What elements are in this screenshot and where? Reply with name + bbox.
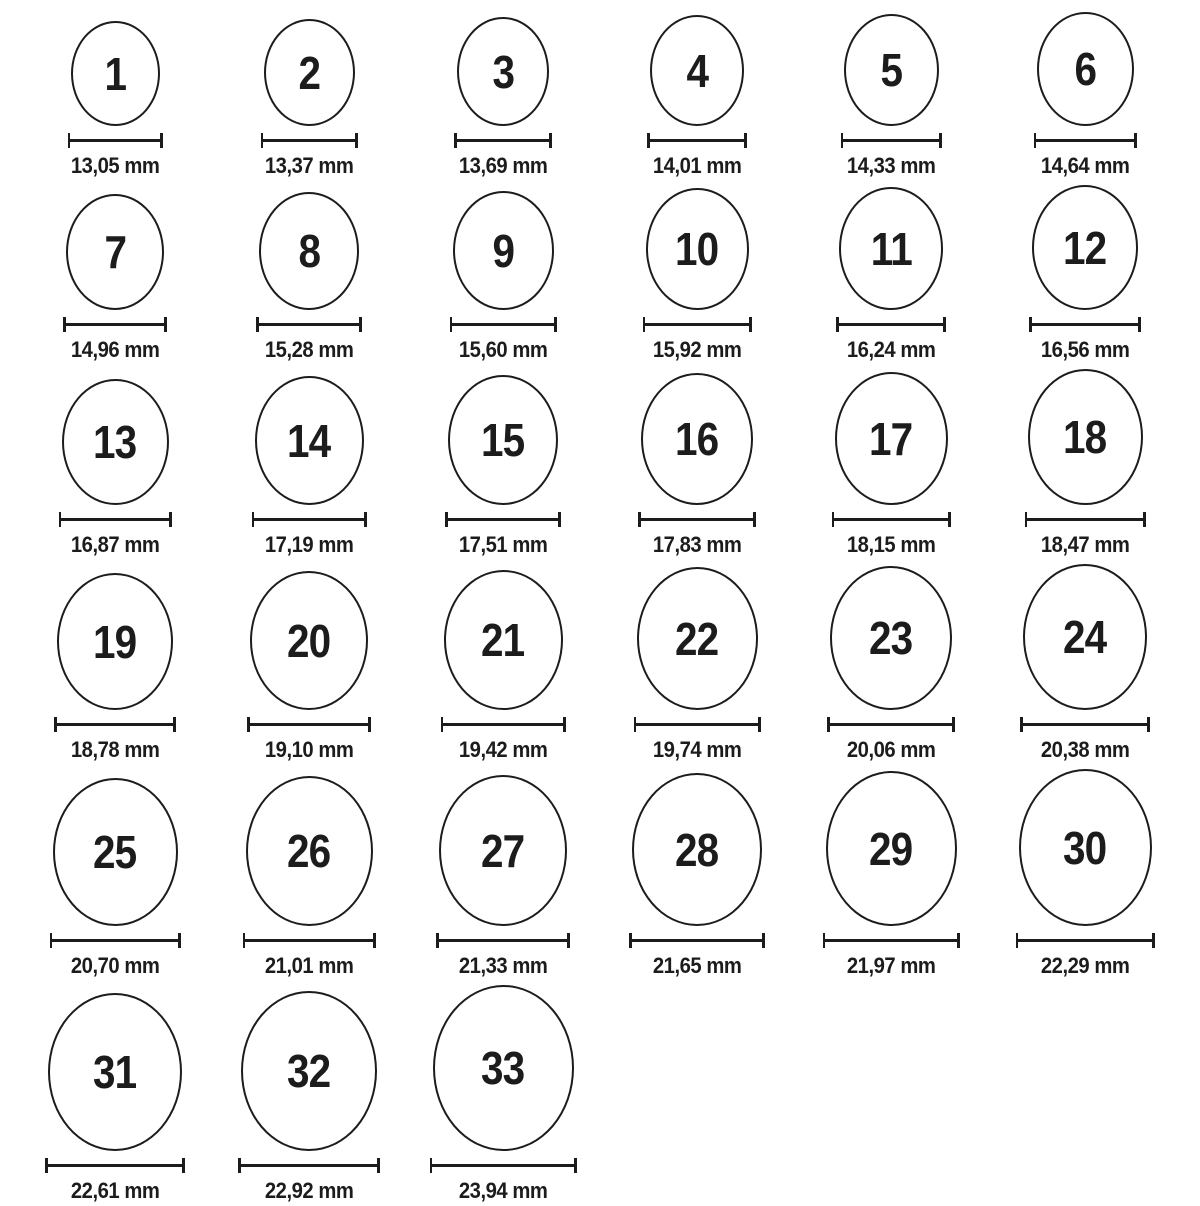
ring-cell	[794, 187, 988, 365]
ring-cell	[212, 776, 406, 981]
ring-size-number: 24	[1063, 611, 1107, 663]
diameter-label: 22,61 mm	[70, 1178, 160, 1203]
diameter-label: 17,51 mm	[458, 532, 548, 557]
measure-right-tick	[558, 512, 561, 527]
ring-size-number: 32	[287, 1045, 331, 1097]
ring-circle	[48, 993, 182, 1151]
measure-right-tick	[762, 933, 765, 948]
measure-line	[454, 139, 552, 142]
ring-size-number: 14	[287, 414, 331, 467]
ring-cell	[600, 373, 794, 560]
ring-size-number: 17	[869, 412, 913, 465]
ring-circle	[1037, 12, 1134, 126]
ring-cell	[18, 379, 212, 560]
ring-cell	[18, 21, 212, 181]
diameter-label: 15,60 mm	[458, 337, 548, 362]
measure-line	[50, 939, 181, 942]
measure-right-tick	[1138, 317, 1141, 332]
measure-line	[1034, 139, 1137, 142]
ring-size-number: 18	[1063, 411, 1107, 463]
measure-line	[1016, 939, 1155, 942]
ring-size-number: 21	[481, 614, 525, 666]
measure-line	[1025, 518, 1146, 521]
ring-cell	[406, 570, 600, 765]
ring-size-number: 33	[481, 1042, 525, 1094]
diameter-label: 19,10 mm	[264, 737, 354, 762]
diameter-label: 16,56 mm	[1040, 337, 1130, 362]
measure-right-tick	[758, 717, 761, 732]
measure-line	[1020, 723, 1150, 726]
diameter-measure	[252, 512, 367, 527]
diameter-measure	[647, 133, 747, 148]
ring-cell	[988, 564, 1182, 765]
ring-size-number: 22	[675, 612, 719, 665]
measure-line	[836, 323, 946, 326]
diameter-measure	[50, 933, 181, 948]
diameter-measure	[634, 717, 761, 732]
ring-cell	[600, 567, 794, 765]
diameter-label: 16,24 mm	[846, 337, 936, 362]
diameter-label: 20,70 mm	[70, 953, 160, 978]
ring-cell	[18, 993, 212, 1206]
diameter-label: 21,97 mm	[846, 953, 936, 978]
measure-line	[45, 1164, 185, 1167]
ring-cell	[988, 769, 1182, 981]
ring-cell	[988, 12, 1182, 181]
diameter-label: 13,37 mm	[264, 153, 354, 178]
ring-cell	[18, 194, 212, 365]
ring-size-number: 3	[492, 45, 514, 98]
measure-right-tick	[164, 317, 167, 332]
diameter-label: 22,92 mm	[264, 1178, 354, 1203]
diameter-measure	[1025, 512, 1146, 527]
diameter-measure	[54, 717, 176, 732]
ring-cell	[212, 192, 406, 365]
ring-cell	[794, 372, 988, 560]
ring-circle	[826, 771, 957, 926]
measure-line	[436, 939, 570, 942]
measure-right-tick	[563, 717, 566, 732]
measure-right-tick	[368, 717, 371, 732]
ring-circle	[71, 21, 160, 126]
diameter-measure	[1034, 133, 1137, 148]
ring-size-number: 29	[869, 822, 913, 875]
diameter-label: 19,74 mm	[652, 737, 742, 762]
diameter-label: 21,65 mm	[652, 953, 742, 978]
measure-line	[261, 139, 358, 142]
diameter-label: 13,69 mm	[458, 153, 548, 178]
measure-line	[256, 323, 362, 326]
diameter-measure	[832, 512, 951, 527]
ring-circle	[62, 379, 169, 505]
measure-right-tick	[554, 317, 557, 332]
diameter-label: 14,96 mm	[70, 337, 160, 362]
ring-circle	[457, 17, 549, 126]
ring-circle	[1023, 564, 1147, 710]
diameter-measure	[45, 1158, 185, 1173]
measure-line	[638, 518, 756, 521]
measure-right-tick	[952, 717, 955, 732]
measure-line	[643, 323, 752, 326]
measure-right-tick	[567, 933, 570, 948]
ring-cell	[794, 14, 988, 181]
ring-size-number: 28	[675, 823, 719, 876]
diameter-label: 18,78 mm	[70, 737, 160, 762]
diameter-measure	[63, 317, 167, 332]
ring-size-number: 31	[93, 1046, 137, 1098]
ring-cell	[212, 571, 406, 765]
ring-size-number: 12	[1063, 221, 1107, 274]
measure-right-tick	[173, 717, 176, 732]
measure-right-tick	[948, 512, 951, 527]
ring-circle	[839, 187, 943, 310]
measure-line	[54, 723, 176, 726]
diameter-measure	[638, 512, 756, 527]
diameter-measure	[823, 933, 960, 948]
measure-line	[647, 139, 747, 142]
measure-line	[247, 723, 371, 726]
ring-cell	[406, 375, 600, 560]
measure-right-tick	[182, 1158, 185, 1173]
ring-size-number: 4	[686, 44, 708, 97]
diameter-label: 17,83 mm	[652, 532, 742, 557]
diameter-measure	[243, 933, 376, 948]
ring-size-number: 10	[675, 223, 719, 275]
ring-circle	[830, 566, 952, 710]
ring-circle	[641, 373, 753, 505]
measure-line	[832, 518, 951, 521]
ring-circle	[66, 194, 164, 310]
ring-cell	[794, 566, 988, 765]
ring-circle	[1019, 769, 1152, 926]
diameter-measure	[238, 1158, 380, 1173]
diameter-measure	[827, 717, 955, 732]
ring-circle	[448, 375, 558, 505]
measure-line	[634, 723, 761, 726]
ring-size-number: 23	[869, 612, 913, 664]
diameter-measure	[450, 317, 557, 332]
ring-circle	[637, 567, 758, 710]
diameter-measure	[1020, 717, 1150, 732]
ring-circle	[835, 372, 948, 505]
measure-right-tick	[169, 512, 172, 527]
ring-circle	[264, 19, 355, 126]
measure-line	[252, 518, 367, 521]
ring-size-number: 27	[481, 824, 525, 877]
measure-right-tick	[160, 133, 163, 148]
measure-right-tick	[1143, 512, 1146, 527]
measure-right-tick	[1152, 933, 1155, 948]
diameter-measure	[430, 1158, 577, 1173]
measure-right-tick	[574, 1158, 577, 1173]
measure-right-tick	[943, 317, 946, 332]
ring-cell	[18, 778, 212, 981]
measure-line	[629, 939, 765, 942]
diameter-label: 14,01 mm	[652, 153, 742, 178]
diameter-label: 19,42 mm	[458, 737, 548, 762]
ring-size-number: 19	[93, 615, 137, 668]
diameter-measure	[454, 133, 552, 148]
diameter-measure	[436, 933, 570, 948]
ring-circle	[650, 15, 744, 126]
diameter-measure	[59, 512, 172, 527]
ring-cell	[18, 573, 212, 765]
ring-circle	[844, 14, 939, 126]
diameter-label: 13,05 mm	[70, 153, 160, 178]
ring-size-number: 16	[675, 413, 719, 465]
ring-size-number: 2	[298, 46, 320, 99]
ring-size-number: 15	[481, 414, 525, 466]
measure-line	[450, 323, 557, 326]
diameter-label: 18,47 mm	[1040, 532, 1130, 557]
diameter-measure	[256, 317, 362, 332]
ring-cell	[600, 773, 794, 981]
ring-size-number: 6	[1074, 43, 1096, 95]
diameter-label: 15,28 mm	[264, 337, 354, 362]
diameter-measure	[68, 133, 163, 148]
diameter-label: 14,64 mm	[1040, 153, 1130, 178]
diameter-label: 14,33 mm	[846, 153, 936, 178]
ring-cell	[212, 376, 406, 560]
measure-right-tick	[749, 317, 752, 332]
ring-cell	[406, 775, 600, 981]
measure-line	[827, 723, 955, 726]
diameter-label: 17,19 mm	[264, 532, 354, 557]
measure-line	[59, 518, 172, 521]
measure-right-tick	[1134, 133, 1137, 148]
measure-right-tick	[355, 133, 358, 148]
diameter-label: 22,29 mm	[1040, 953, 1130, 978]
diameter-measure	[836, 317, 946, 332]
measure-right-tick	[957, 933, 960, 948]
measure-right-tick	[377, 1158, 380, 1173]
diameter-label: 15,92 mm	[652, 337, 742, 362]
ring-circle	[259, 192, 359, 310]
measure-right-tick	[939, 133, 942, 148]
measure-right-tick	[1147, 717, 1150, 732]
measure-line	[238, 1164, 380, 1167]
measure-line	[445, 518, 561, 521]
ring-cell	[212, 991, 406, 1206]
ring-circle	[255, 376, 364, 505]
ring-circle	[1028, 369, 1143, 505]
measure-right-tick	[549, 133, 552, 148]
diameter-label: 23,94 mm	[458, 1178, 548, 1203]
diameter-measure	[1016, 933, 1155, 948]
measure-line	[63, 323, 167, 326]
ring-size-number: 13	[93, 416, 137, 468]
measure-right-tick	[178, 933, 181, 948]
ring-circle	[444, 570, 563, 710]
diameter-measure	[629, 933, 765, 948]
ring-circle	[632, 773, 762, 926]
ring-circle	[1032, 185, 1138, 310]
diameter-measure	[1029, 317, 1141, 332]
measure-line	[68, 139, 163, 142]
ring-circle	[453, 191, 554, 310]
ring-size-number: 30	[1063, 821, 1107, 874]
ring-circle	[433, 985, 574, 1151]
ring-cell	[406, 191, 600, 365]
ring-circle	[250, 571, 368, 710]
measure-right-tick	[359, 317, 362, 332]
measure-right-tick	[364, 512, 367, 527]
ring-circle	[439, 775, 567, 926]
ring-cell	[406, 985, 600, 1206]
ring-size-chart	[18, 12, 1182, 1206]
measure-line	[823, 939, 960, 942]
ring-cell	[600, 188, 794, 365]
diameter-label: 20,38 mm	[1040, 737, 1130, 762]
measure-right-tick	[753, 512, 756, 527]
diameter-label: 20,06 mm	[846, 737, 936, 762]
ring-cell	[600, 15, 794, 181]
ring-size-number: 8	[298, 225, 320, 277]
diameter-measure	[643, 317, 752, 332]
ring-size-number: 9	[492, 224, 514, 277]
diameter-measure	[261, 133, 358, 148]
measure-line	[441, 723, 566, 726]
diameter-label: 21,33 mm	[458, 953, 548, 978]
ring-circle	[53, 778, 178, 926]
diameter-measure	[841, 133, 942, 148]
ring-circle	[646, 188, 749, 310]
ring-size-number: 7	[104, 226, 126, 278]
diameter-label: 21,01 mm	[264, 953, 354, 978]
diameter-measure	[441, 717, 566, 732]
ring-size-number: 11	[870, 222, 912, 275]
diameter-label: 16,87 mm	[70, 532, 160, 557]
measure-right-tick	[373, 933, 376, 948]
diameter-measure	[445, 512, 561, 527]
measure-line	[243, 939, 376, 942]
ring-circle	[241, 991, 377, 1151]
ring-cell	[988, 369, 1182, 560]
measure-line	[841, 139, 942, 142]
measure-line	[430, 1164, 577, 1167]
diameter-label: 18,15 mm	[846, 532, 936, 557]
ring-size-number: 1	[104, 47, 126, 100]
diameter-measure	[247, 717, 371, 732]
ring-cell	[988, 185, 1182, 365]
ring-size-number: 5	[880, 44, 902, 96]
ring-cell	[794, 771, 988, 981]
ring-circle	[57, 573, 173, 710]
ring-cell	[406, 17, 600, 181]
ring-size-number: 26	[287, 825, 331, 877]
ring-cell	[212, 19, 406, 181]
measure-right-tick	[744, 133, 747, 148]
ring-size-number: 25	[93, 826, 137, 878]
measure-line	[1029, 323, 1141, 326]
ring-size-number: 20	[287, 614, 331, 667]
ring-circle	[246, 776, 373, 926]
